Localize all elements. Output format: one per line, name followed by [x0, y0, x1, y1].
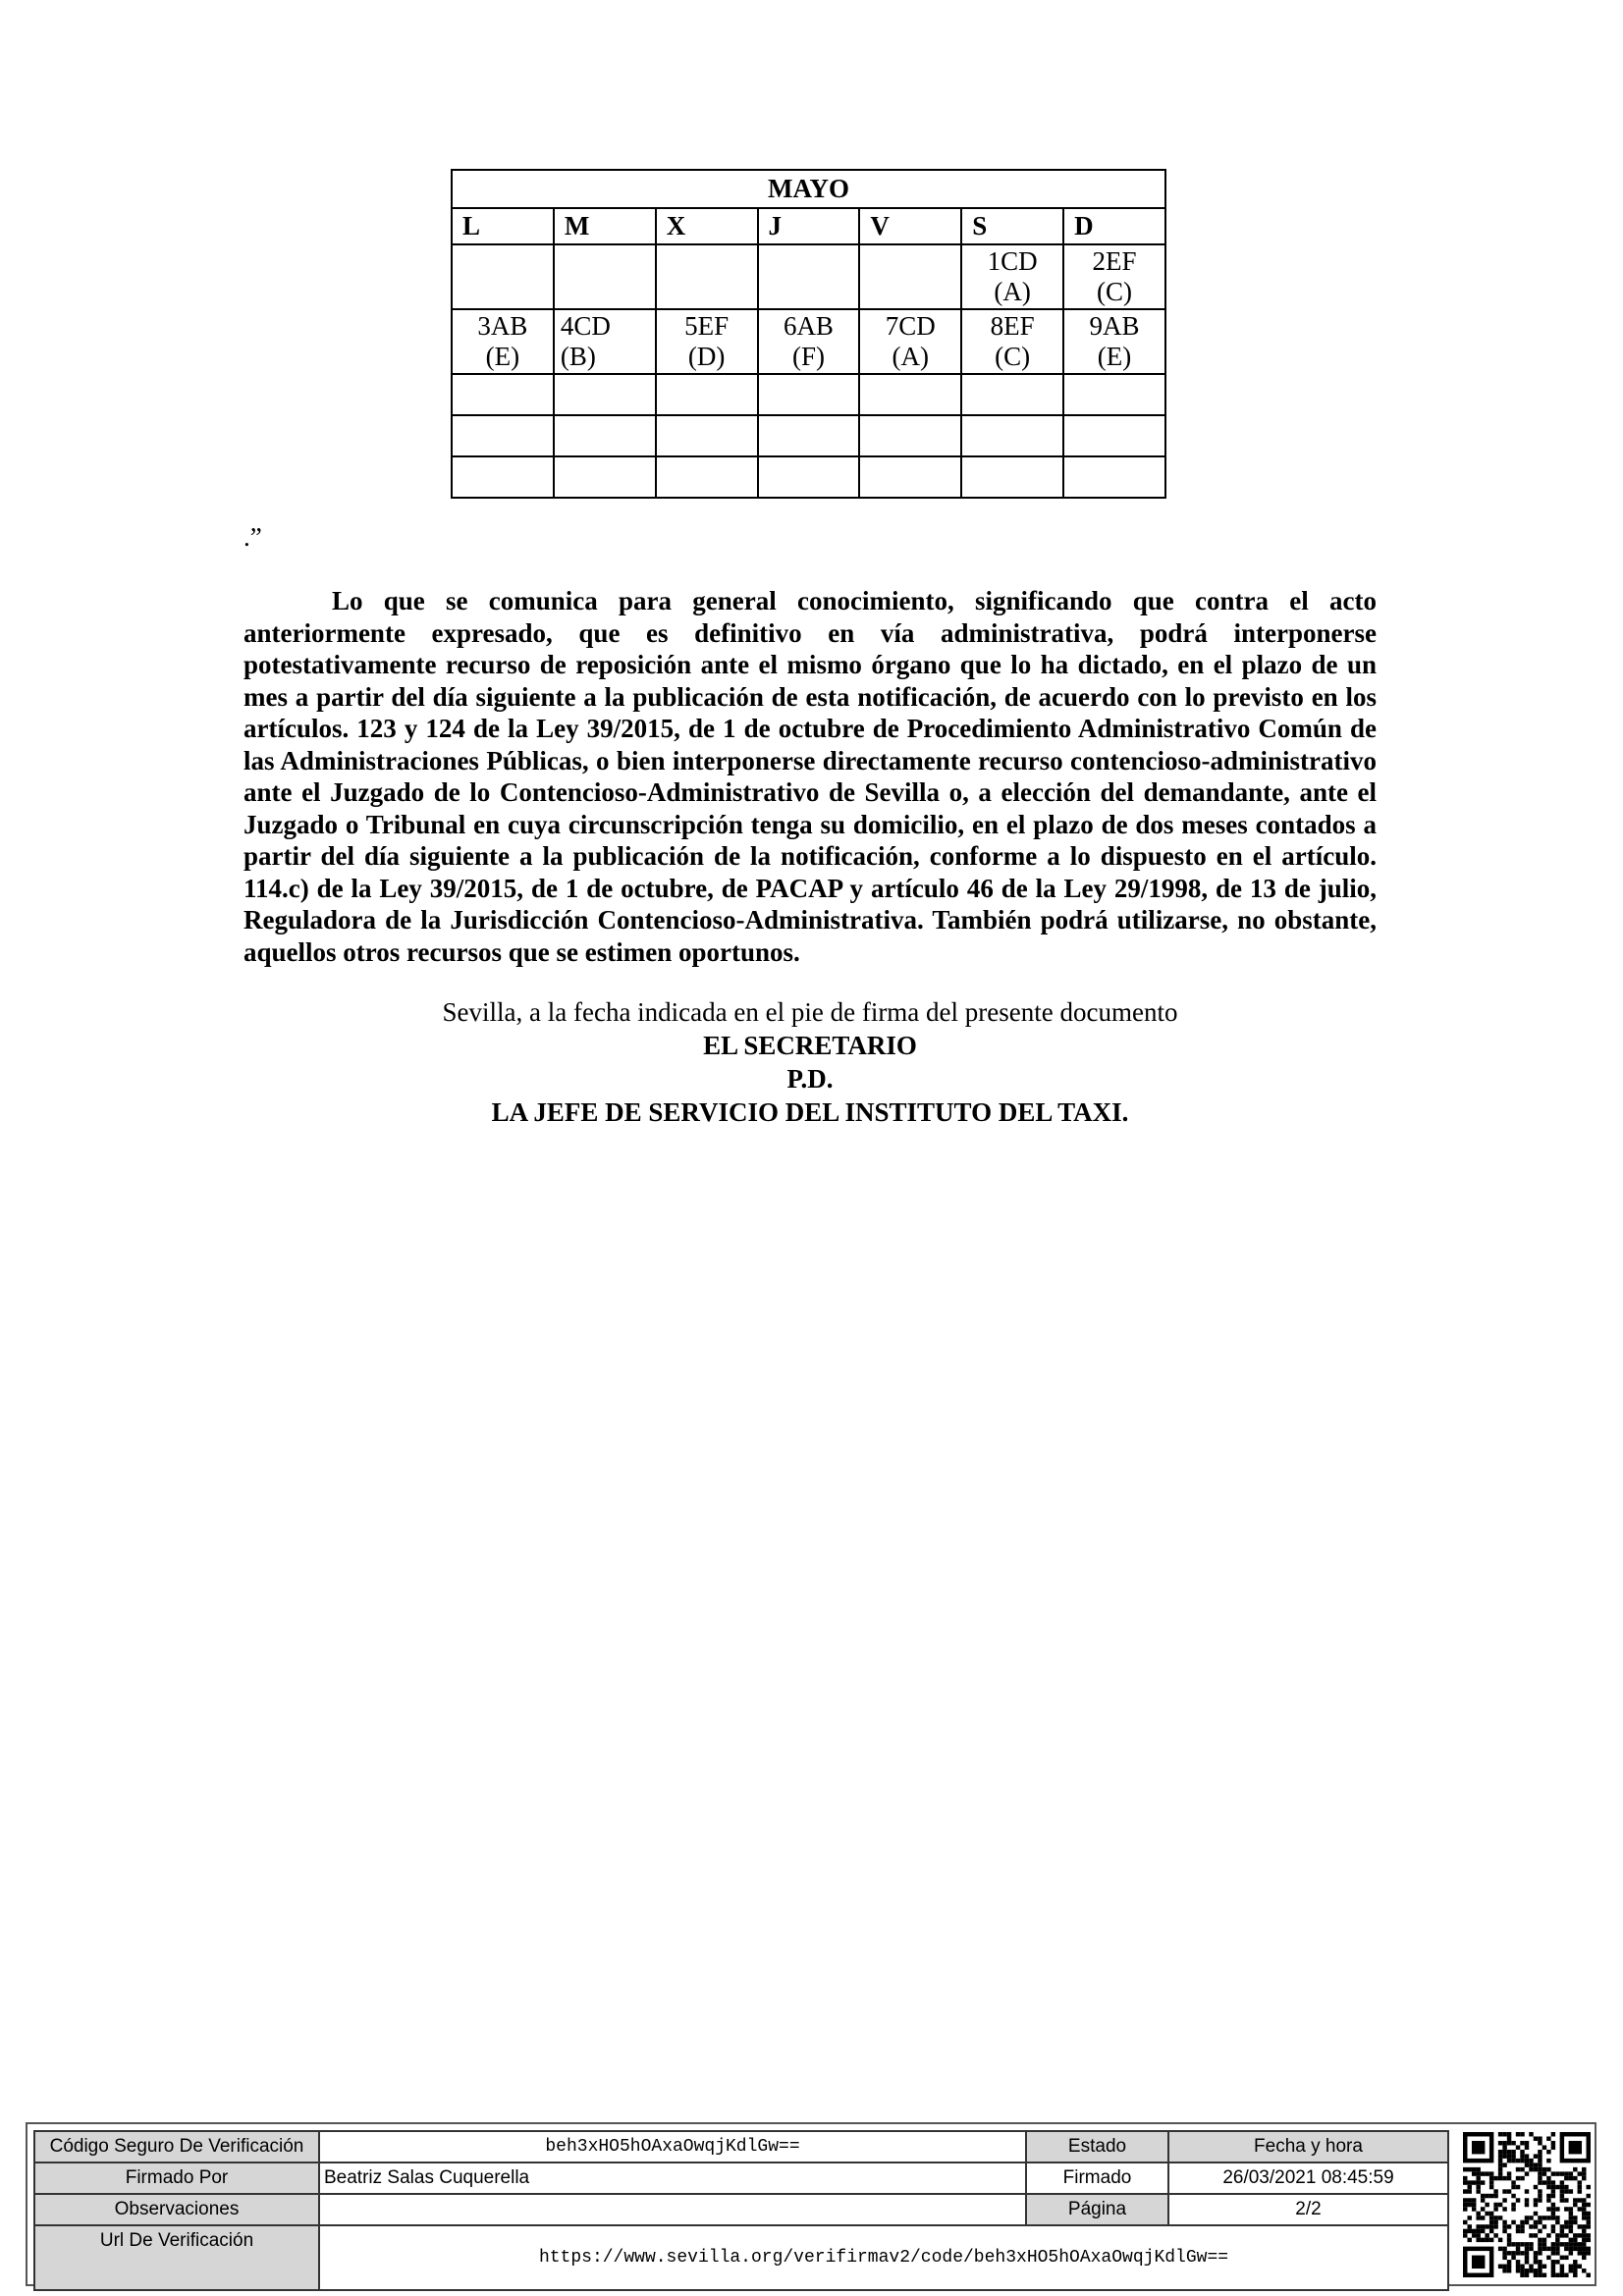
calendar-week-empty — [452, 415, 1165, 456]
day-header-tuesday: M — [554, 208, 656, 244]
closing-quote: .” — [243, 522, 262, 552]
verification-table — [33, 2130, 1449, 2291]
fecha-label: Fecha y hora — [1168, 2131, 1448, 2163]
shift-code: 1CD — [987, 246, 1038, 276]
day-header-thursday: J — [758, 208, 860, 244]
observaciones-label: Observaciones — [34, 2194, 319, 2225]
day-header-sunday: D — [1063, 208, 1165, 244]
calendar-cell-day-9 — [1063, 309, 1165, 374]
calendar-cell-day-7 — [859, 309, 961, 374]
legal-notice-paragraph: Lo que se comunica para general conocimiento, significando que contra el acto anteriormente expresado, que es definitivo en vía administrativa, podrá interponerse potestativamente recurso de reposición ante el mismo órgano que lo ha dictado, en el plazo de un mes a partir del día siguiente a la publicación de esta notificación, de acuerdo con lo previsto en los artículos. 123 y 124 de la Ley 39/2015, de 1 de octubre de Procedimiento Administrativo Común de las Administraciones Públicas, o bien interponerse directamente recurso contencioso-administrativo ante el Juzgado de lo Contencioso-Administrativo de Sevilla o, a elección del demandante, ante el Juzgado o Tribunal en cuya circunscripción tenga su domicilio, en el plazo de dos meses contados a partir del día siguiente a la publicación de la notificación, conforme a lo dispuesto en el artículo. 114.c) de la Ley 39/2015, de 1 de octubre, de PACAP y artículo 46 de la Ley 29/1998, de 13 de julio, Reguladora de la Jurisdicción Contencioso-Administrativa. También podrá utilizarse, no obstante, aquellos otros recursos que se estimen oportunos. — [243, 586, 1377, 967]
shift-letter: (F) — [791, 342, 825, 371]
day-header-monday: L — [452, 208, 554, 244]
calendar-cell-day-8 — [961, 309, 1063, 374]
shift-letter: (A) — [994, 277, 1031, 306]
shift-code: 2EF — [1092, 246, 1137, 276]
observaciones-value — [319, 2194, 1026, 2225]
calendar-cell-day-4 — [554, 309, 656, 374]
shift-letter: (A) — [892, 342, 930, 371]
calendar-table — [451, 169, 1166, 499]
calendar-week-empty — [452, 374, 1165, 415]
shift-letter: (E) — [1097, 342, 1132, 371]
signature-title: EL SECRETARIO — [703, 1031, 917, 1060]
fecha-value: 26/03/2021 08:45:59 — [1168, 2163, 1448, 2194]
calendar-week-1 — [452, 244, 1165, 309]
qr-code-icon — [1463, 2132, 1591, 2277]
shift-letter: (B) — [560, 342, 596, 371]
calendar-cell-day-1 — [961, 244, 1063, 309]
calendar-cell-day-5 — [656, 309, 758, 374]
shift-letter: (C) — [995, 342, 1031, 371]
calendar-cell — [859, 244, 961, 309]
calendar-cell — [758, 244, 860, 309]
pagina-label: Página — [1026, 2194, 1168, 2225]
shift-code: 5EF — [684, 311, 730, 341]
calendar-cell — [452, 244, 554, 309]
calendar-cell — [554, 244, 656, 309]
signature-signer-role: LA JEFE DE SERVICIO DEL INSTITUTO DEL TAXI. — [491, 1097, 1129, 1127]
url-label: Url De Verificación — [34, 2225, 319, 2290]
shift-letter: (D) — [687, 342, 726, 371]
day-header-saturday: S — [961, 208, 1063, 244]
calendar-month: MAYO — [452, 170, 1165, 208]
csv-value: beh3xHO5hOAxaOwqjKdlGw== — [319, 2131, 1026, 2163]
shift-code: 4CD — [560, 311, 611, 341]
calendar-cell-day-2 — [1063, 244, 1165, 309]
signature-delegation: P.D. — [786, 1064, 834, 1094]
estado-value: Firmado — [1026, 2163, 1168, 2194]
shift-code: 7CD — [885, 311, 936, 341]
day-header-friday: V — [859, 208, 961, 244]
calendar-cell-day-6 — [758, 309, 860, 374]
verification-footer — [26, 2122, 1596, 2286]
shift-code: 3AB — [477, 311, 528, 341]
calendar-cell — [656, 244, 758, 309]
calendar-week-2 — [452, 309, 1165, 374]
url-value[interactable]: https://www.sevilla.org/verifirmav2/code/beh3xHO5hOAxaOwqjKdlGw== — [319, 2225, 1448, 2290]
estado-label: Estado — [1026, 2131, 1168, 2163]
calendar-week-empty — [452, 456, 1165, 498]
firmado-label: Firmado Por — [34, 2163, 319, 2194]
csv-label: Código Seguro De Verificación — [34, 2131, 319, 2163]
shift-code: 9AB — [1089, 311, 1140, 341]
signature-block — [243, 995, 1377, 1129]
calendar-cell-day-3 — [452, 309, 554, 374]
shift-letter: (E) — [485, 342, 520, 371]
day-header-wednesday: X — [656, 208, 758, 244]
shift-code: 8EF — [990, 311, 1035, 341]
shift-letter: (C) — [1097, 277, 1133, 306]
firmado-value: Beatriz Salas Cuquerella — [319, 2163, 1026, 2194]
pagina-value: 2/2 — [1168, 2194, 1448, 2225]
signature-place-date: Sevilla, a la fecha indicada en el pie de firma del presente documento — [442, 997, 1178, 1027]
shift-code: 6AB — [783, 311, 834, 341]
